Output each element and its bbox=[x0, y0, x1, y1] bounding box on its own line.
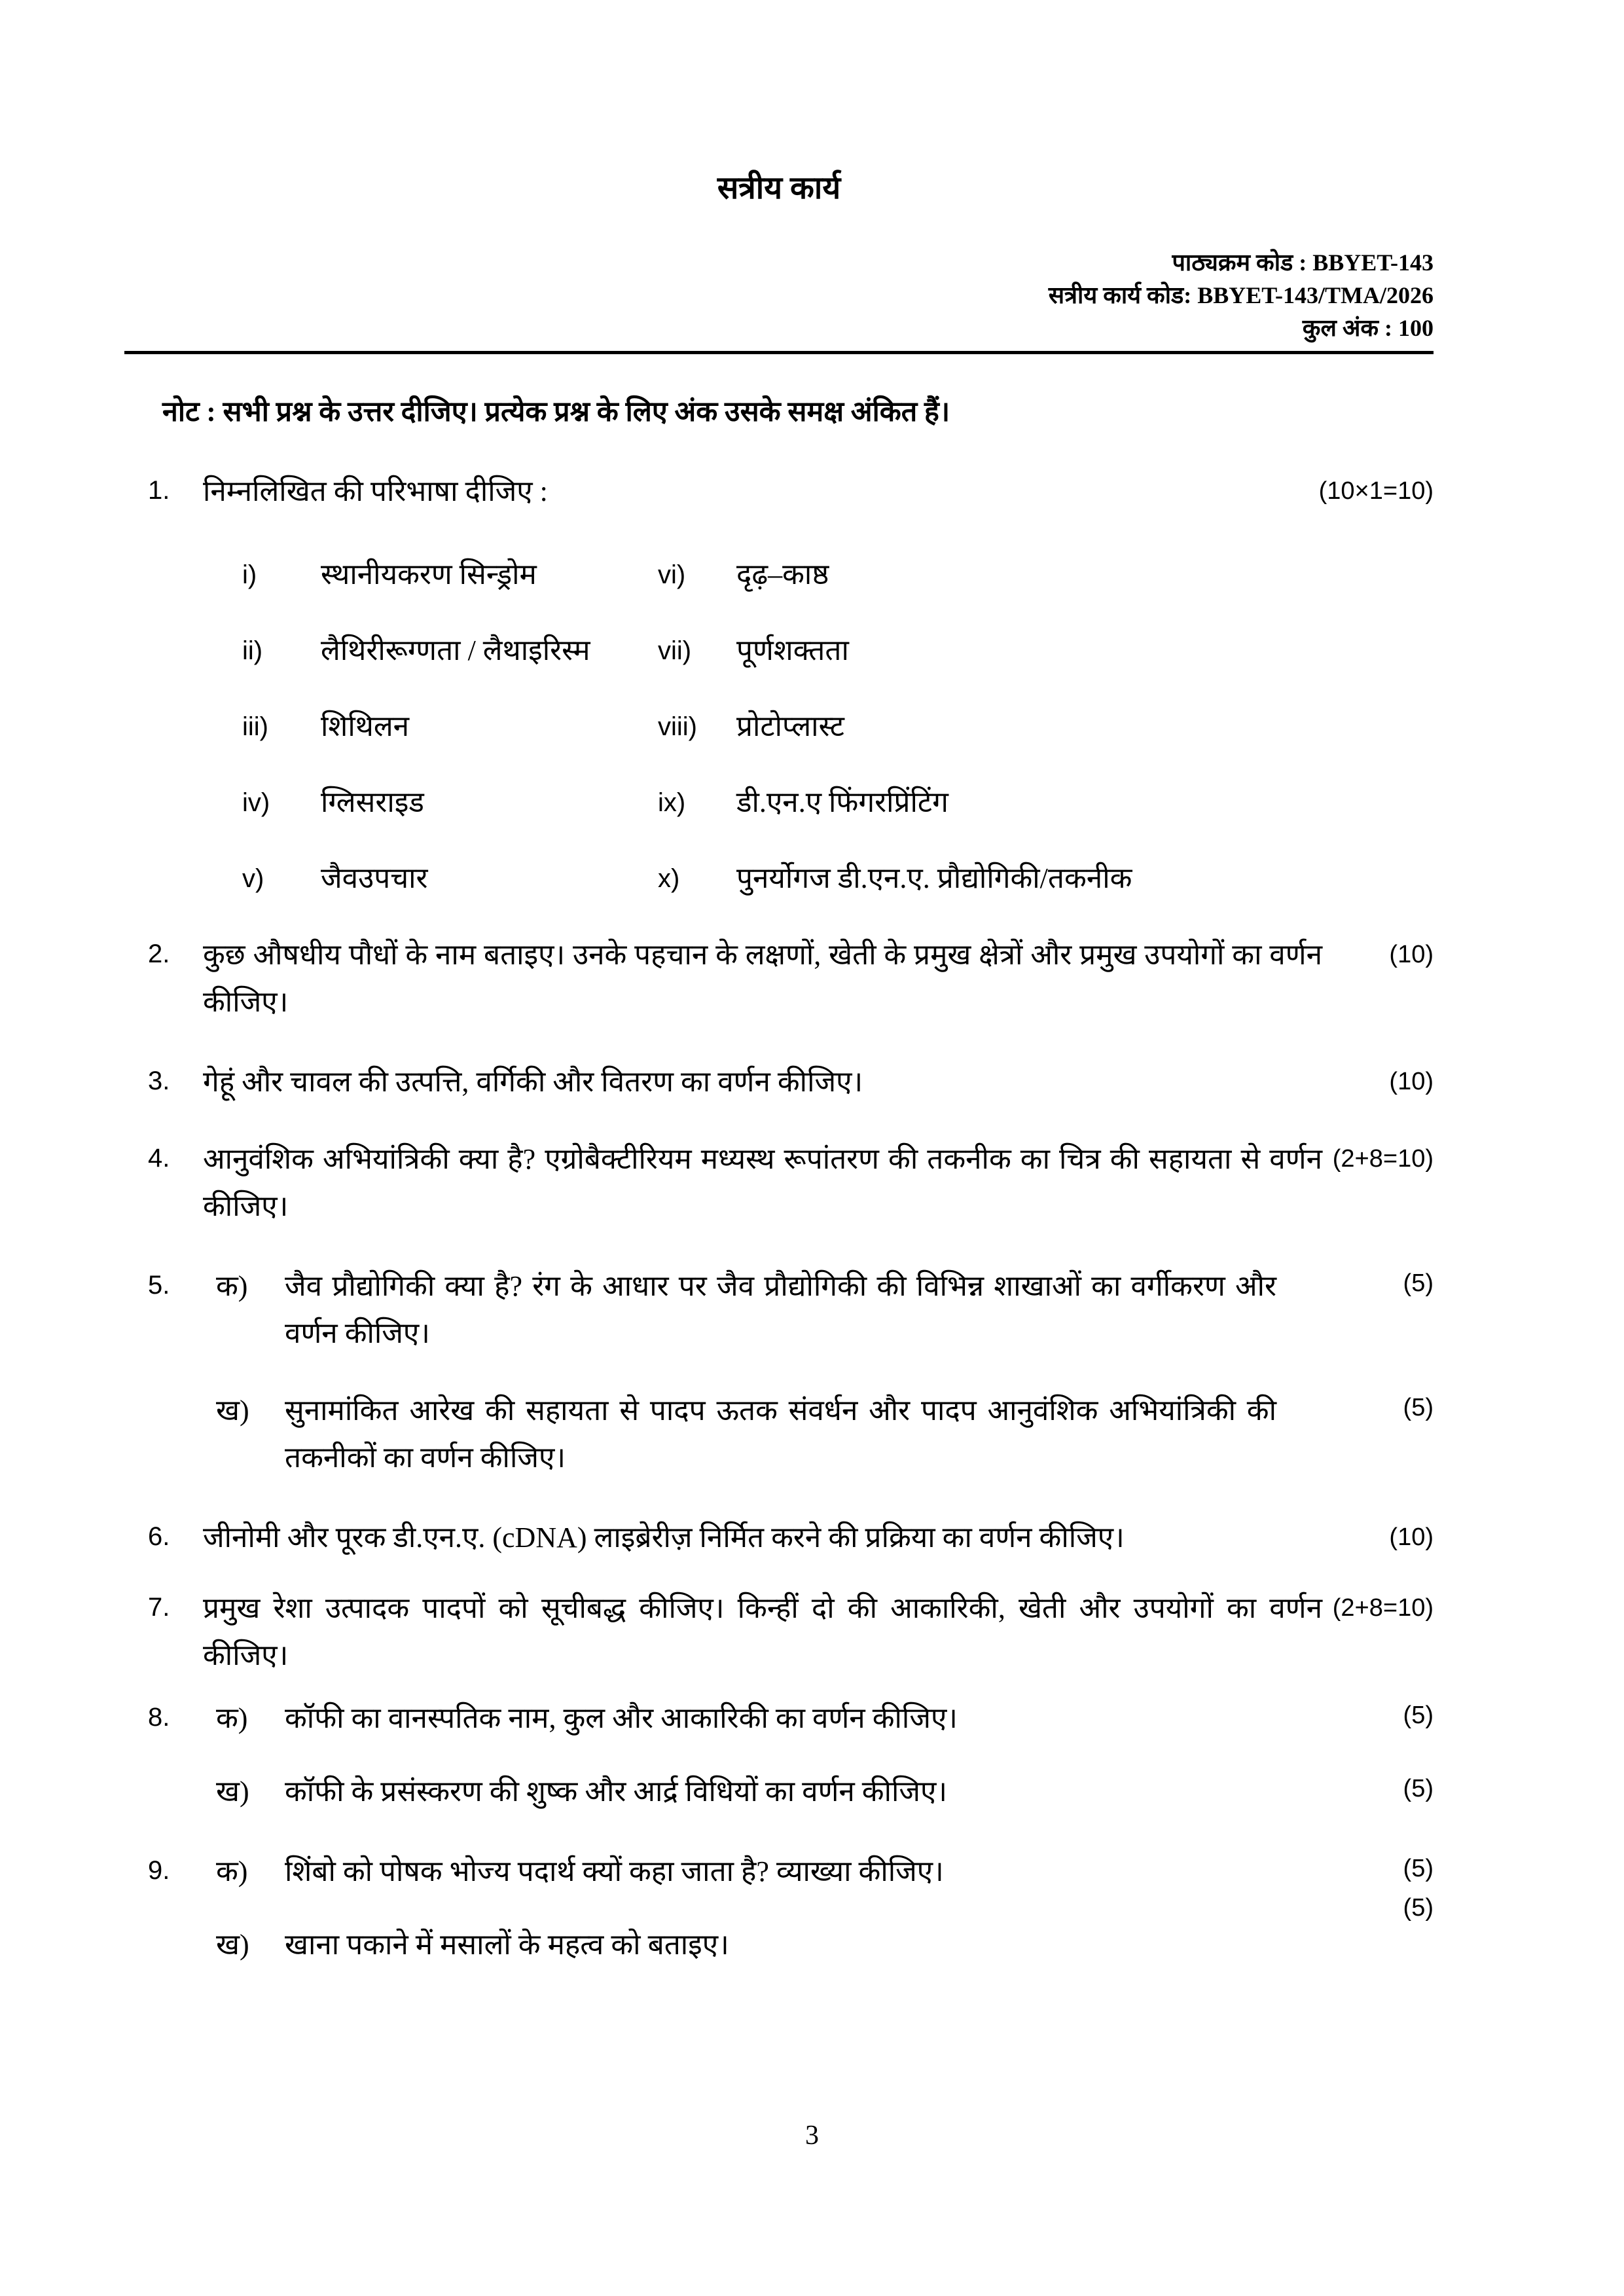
definition-term: पुनर्योगज डी.एन.ए. प्रौद्योगिकी/तकनीक bbox=[736, 862, 1132, 894]
part-label: ख) bbox=[216, 1929, 249, 1961]
part-marks: (5) bbox=[1403, 1394, 1434, 1421]
question-1-marks: (10×1=10) bbox=[1318, 477, 1434, 505]
definition-label: vii) bbox=[658, 636, 692, 665]
question-8-part-a bbox=[124, 1695, 1434, 1742]
part-marks: (5) bbox=[1403, 1894, 1434, 1922]
question-5 bbox=[124, 1263, 1434, 1482]
question-8-part-b bbox=[124, 1768, 1434, 1815]
question-3-number: 3. bbox=[148, 1066, 170, 1095]
question-7-marks: (2+8=10) bbox=[1332, 1594, 1434, 1622]
question-4-text: आनुवंशिक अभियांत्रिकी क्या है? एग्रोबैक्टीरियम मध्यस्थ रूपांतरण की तकनीक का चित्र की सहायता से वर्णन कीजिए। bbox=[203, 1143, 1322, 1222]
header-divider bbox=[124, 351, 1434, 354]
total-marks-line: कुल अंक : 100 bbox=[1302, 315, 1434, 341]
question-7-number: 7. bbox=[148, 1593, 170, 1622]
definition-label: iii) bbox=[242, 712, 268, 741]
question-7 bbox=[124, 1585, 1434, 1679]
question-4-marks: (2+8=10) bbox=[1332, 1145, 1434, 1173]
question-9 bbox=[124, 1848, 1434, 1969]
part-marks: (5) bbox=[1403, 1855, 1434, 1882]
part-label: ख) bbox=[216, 1394, 249, 1427]
part-text: कॉफी के प्रसंस्करण की शुष्क और आर्द्र विधियों का वर्णन कीजिए। bbox=[285, 1776, 948, 1808]
definition-term: जैवउपचार bbox=[321, 862, 428, 894]
definition-term: प्रोटोप्लास्ट bbox=[736, 710, 844, 742]
header-meta bbox=[124, 246, 1434, 344]
part-label: क) bbox=[216, 1855, 248, 1887]
part-text: कॉफी का वानस्पतिक नाम, कुल और आकारिकी का वर्णन कीजिए। bbox=[285, 1702, 958, 1734]
question-2 bbox=[124, 932, 1434, 1026]
definition-term: पूर्णशक्तता bbox=[736, 634, 849, 666]
question-6-text: जीनोमी और पूरक डी.एन.ए. (cDNA) लाइब्रेरीज़ निर्मित करने की प्रक्रिया का वर्णन कीजिए। bbox=[203, 1522, 1125, 1554]
part-marks: (5) bbox=[1403, 1269, 1434, 1297]
question-4-number: 4. bbox=[148, 1144, 170, 1173]
definition-label: vi) bbox=[658, 560, 686, 589]
page-title: सत्रीय कार्य bbox=[717, 171, 841, 206]
part-label: क) bbox=[216, 1270, 248, 1302]
definition-label: x) bbox=[658, 864, 680, 893]
definition-label: ii) bbox=[242, 636, 263, 665]
definition-term: स्थानीयकरण सिन्ड्रोम bbox=[321, 558, 537, 591]
question-1-number: 1. bbox=[148, 476, 170, 505]
definition-term: ग्लिसराइड bbox=[321, 786, 424, 818]
question-9-part-a bbox=[124, 1848, 1434, 1895]
question-6 bbox=[124, 1514, 1434, 1561]
question-5-number: 5. bbox=[148, 1271, 170, 1300]
question-2-marks: (10) bbox=[1389, 941, 1434, 968]
question-3-marks: (10) bbox=[1389, 1068, 1434, 1095]
question-1-text: निम्नलिखित की परिभाषा दीजिए : bbox=[203, 475, 548, 507]
definition-term: शिथिलन bbox=[321, 710, 410, 742]
definition-term: दृढ़–काष्ठ bbox=[736, 558, 829, 591]
part-text: शिंबो को पोषक भोज्य पदार्थ क्यों कहा जाता है? व्याख्या कीजिए। bbox=[285, 1855, 944, 1887]
part-label: ख) bbox=[216, 1776, 249, 1808]
question-9-part-b bbox=[124, 1894, 1434, 1969]
question-6-marks: (10) bbox=[1389, 1523, 1434, 1551]
course-code-line: पाठ्यक्रम कोड : BBYET-143 bbox=[1172, 249, 1434, 276]
page-number: 3 bbox=[805, 2121, 819, 2151]
question-3-text: गेहूं और चावल की उत्पत्ति, वर्गिकी और वितरण का वर्णन कीजिए। bbox=[203, 1066, 863, 1098]
definition-label: i) bbox=[242, 560, 257, 589]
part-text: सुनामांकित आरेख की सहायता से पादप ऊतक संवर्धन और पादप आनुवंशिक अभियांत्रिकी की तकनीकों का वर्णन कीजिए। bbox=[285, 1394, 1276, 1474]
part-text: जैव प्रौद्योगिकी क्या है? रंग के आधार पर जैव प्रौद्योगिकी की विभिन्न शाखाओं का वर्गीकरण और वर्णन कीजिए। bbox=[285, 1270, 1276, 1349]
part-marks: (5) bbox=[1403, 1775, 1434, 1802]
definition-term: डी.एन.ए फिंगरप्रिंटिंग bbox=[736, 786, 948, 818]
assignment-code-line: सत्रीय कार्य कोड: BBYET-143/TMA/2026 bbox=[1048, 282, 1434, 308]
question-8-number: 8. bbox=[148, 1703, 170, 1732]
question-2-text: कुछ औषधीय पौधों के नाम बताइए। उनके पहचान के लक्षणों, खेती के प्रमुख क्षेत्रों और प्रमुख उपयोगों का वर्णन कीजिए। bbox=[203, 939, 1322, 1018]
question-8 bbox=[124, 1695, 1434, 1815]
question-5-part-a bbox=[124, 1263, 1434, 1357]
question-2-number: 2. bbox=[148, 939, 170, 968]
question-7-text: प्रमुख रेशा उत्पादक पादपों को सूचीबद्ध कीजिए। किन्हीं दो की आकारिकी, खेती और उपयोगों का वर्णन कीजिए। bbox=[203, 1592, 1322, 1671]
question-3 bbox=[124, 1059, 1434, 1106]
definition-label: ix) bbox=[658, 788, 686, 817]
definition-label: iv) bbox=[242, 788, 270, 817]
question-1 bbox=[124, 468, 1434, 515]
definition-list bbox=[242, 552, 1434, 902]
question-5-part-b bbox=[124, 1387, 1434, 1482]
question-4 bbox=[124, 1136, 1434, 1230]
note-line: नोट : सभी प्रश्न के उत्तर दीजिए। प्रत्येक प्रश्न के लिए अंक उसके समक्ष अंकित हैं। bbox=[162, 397, 950, 428]
part-text: खाना पकाने में मसालों के महत्व को बताइए। bbox=[285, 1929, 729, 1961]
definition-label: viii) bbox=[658, 712, 697, 741]
question-9-number: 9. bbox=[148, 1856, 170, 1885]
definition-label: v) bbox=[242, 864, 264, 893]
part-marks: (5) bbox=[1403, 1702, 1434, 1729]
definition-term: लैथिरीरूग्णता / लैथाइरिस्म bbox=[321, 634, 590, 666]
question-6-number: 6. bbox=[148, 1522, 170, 1551]
part-label: क) bbox=[216, 1702, 248, 1734]
